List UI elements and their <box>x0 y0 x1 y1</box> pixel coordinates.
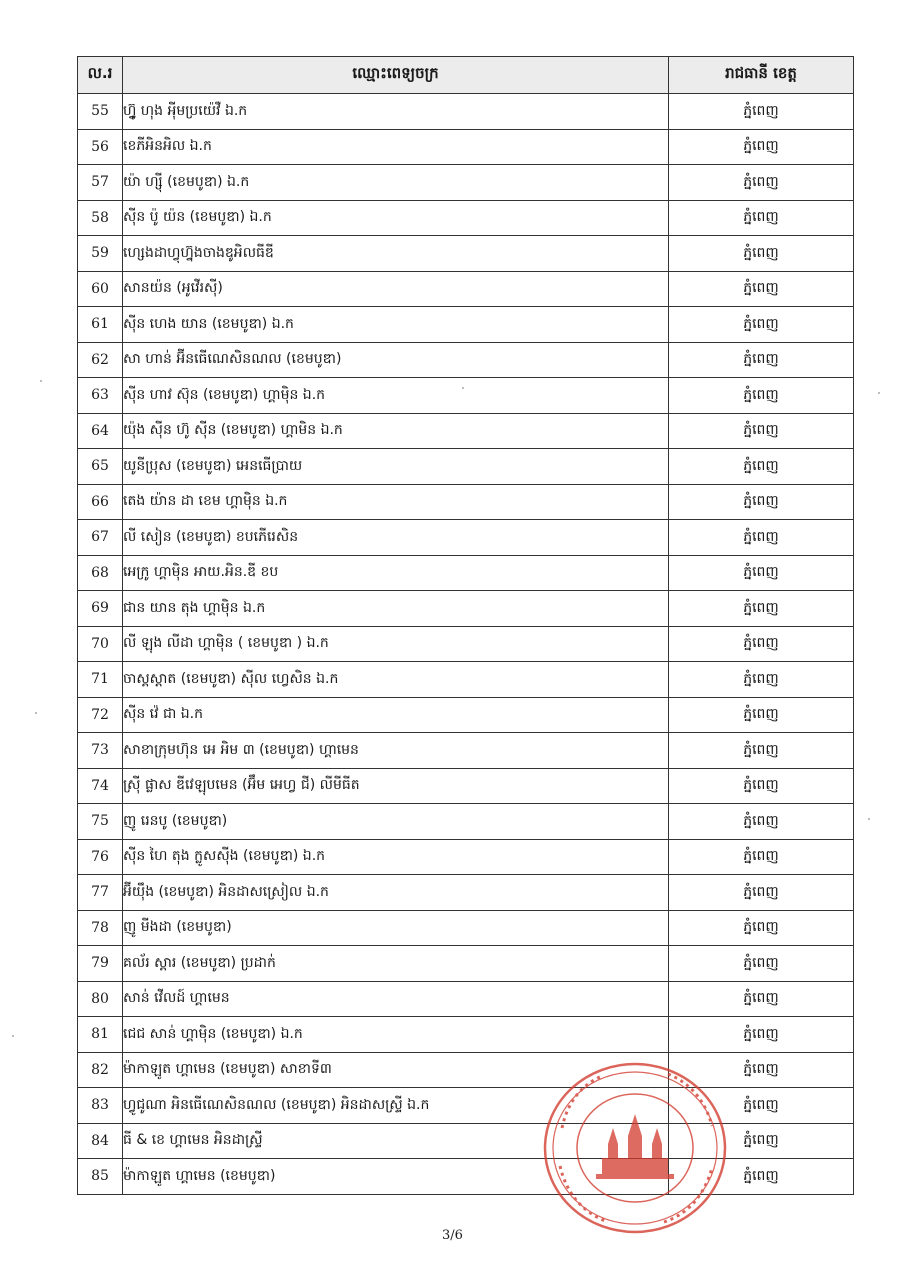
table-row <box>78 910 854 946</box>
row-number: 68 <box>78 555 123 591</box>
province-cell: ភ្នំពេញ <box>669 520 854 556</box>
scan-speck <box>868 818 870 820</box>
row-number: 85 <box>78 1159 123 1195</box>
province-cell: ភ្នំពេញ <box>669 413 854 449</box>
row-number: 63 <box>78 378 123 414</box>
table-row <box>78 733 854 769</box>
row-number: 61 <box>78 307 123 343</box>
factory-name: សាខាក្រុមហ៊ុន អេ អិម ៣ (ខេមបូឌា) ហ្គាមេន <box>123 733 669 769</box>
factory-name: ហ្វ៊ូ ហុង អុីមប្រយ៉េវឺ ឯ.ក <box>123 94 669 130</box>
province-cell: ភ្នំពេញ <box>669 1017 854 1053</box>
province-cell: ភ្នំពេញ <box>669 236 854 272</box>
row-number: 59 <box>78 236 123 272</box>
table-row <box>78 1052 854 1088</box>
province-cell: ភ្នំពេញ <box>669 591 854 627</box>
factory-name: ចាស្តស្តាត (ខេមបូឌា) ស៊ីល ហ្វេសិន ឯ.ក <box>123 662 669 698</box>
row-number: 81 <box>78 1017 123 1053</box>
factory-name: ធី & ខេ ហ្គាមេន អិនដាស្ទ្រី <box>123 1123 669 1159</box>
scan-speck <box>12 1035 14 1037</box>
row-number: 76 <box>78 839 123 875</box>
scan-speck <box>40 380 42 382</box>
table-row <box>78 307 854 343</box>
province-cell: ភ្នំពេញ <box>669 200 854 236</box>
factory-name: ម៉ាកាឡូត ហ្គាមេន (ខេមបូឌា) <box>123 1159 669 1195</box>
row-number: 80 <box>78 981 123 1017</box>
header-province: រាជធានី ខេត្ត <box>669 57 854 94</box>
row-number: 78 <box>78 910 123 946</box>
province-cell: ភ្នំពេញ <box>669 1123 854 1159</box>
factory-name: ជាន យាន តុង ហ្គាម៉ិន ឯ.ក <box>123 591 669 627</box>
province-cell: ភ្នំពេញ <box>669 94 854 130</box>
table-row <box>78 165 854 201</box>
row-number: 77 <box>78 875 123 911</box>
factory-name: តេង យ៉ាន ដា ខេម ហ្គាម៉ិន ឯ.ក <box>123 484 669 520</box>
table-row <box>78 1088 854 1124</box>
table-row <box>78 94 854 130</box>
factory-name: សា ហាន់ អ៊ីនធើណេសិនណល (ខេមបូឌា) <box>123 342 669 378</box>
table-row <box>78 449 854 485</box>
factory-name: ញូ មីងដា (ខេមបូឌា) <box>123 910 669 946</box>
province-cell: ភ្នំពេញ <box>669 1088 854 1124</box>
row-number: 64 <box>78 413 123 449</box>
province-cell: ភ្នំពេញ <box>669 733 854 769</box>
province-cell: ភ្នំពេញ <box>669 768 854 804</box>
row-number: 67 <box>78 520 123 556</box>
factory-name: ស៊ីន ហៃ តុង ក្លូសស៊ីង (ខេមបូឌា) ឯ.ក <box>123 839 669 875</box>
province-cell: ភ្នំពេញ <box>669 946 854 982</box>
factory-name: អេក្រូ ហ្គាម៉ិន អាយ.អិន.ឌី ខប <box>123 555 669 591</box>
province-cell: ភ្នំពេញ <box>669 165 854 201</box>
table-row <box>78 768 854 804</box>
table-row <box>78 981 854 1017</box>
factory-name: ហ្វូជូណា អិនធើណេសិនណល (ខេមបូឌា) អិនដាសស្ទ្រី ឯ.ក <box>123 1088 669 1124</box>
table-row <box>78 662 854 698</box>
factory-name: លី ឡុង លីដា ហ្គាម៉ិន ( ខេមបូឌា ) ឯ.ក <box>123 626 669 662</box>
table-row <box>78 555 854 591</box>
scan-speck <box>878 392 880 394</box>
table-row <box>78 484 854 520</box>
row-number: 84 <box>78 1123 123 1159</box>
row-number: 74 <box>78 768 123 804</box>
row-number: 71 <box>78 662 123 698</box>
table-row <box>78 804 854 840</box>
factory-name: យ៉ុង ស៊ីន ហ៊ូ ស៊ីន (ខេមបូឌា) ហ្គាមិន ឯ.ក <box>123 413 669 449</box>
province-cell: ភ្នំពេញ <box>669 555 854 591</box>
province-cell: ភ្នំពេញ <box>669 129 854 165</box>
factory-name: ស៊ីន វ៉េ ជា ឯ.ក <box>123 697 669 733</box>
factory-name: យូនីប្រុស (ខេមបូឌា) អេនធើប្រាយ <box>123 449 669 485</box>
table-row <box>78 875 854 911</box>
province-cell: ភ្នំពេញ <box>669 484 854 520</box>
province-cell: ភ្នំពេញ <box>669 626 854 662</box>
table-row <box>78 236 854 272</box>
province-cell: ភ្នំពេញ <box>669 342 854 378</box>
row-number: 65 <box>78 449 123 485</box>
row-number: 79 <box>78 946 123 982</box>
factory-name: ស៊ីន ហាវ ស៊ុន (ខេមបូឌា) ហ្គាម៉ិន ឯ.ក <box>123 378 669 414</box>
factory-name: ហ្សេងដាហ្វុហ្វ៊ុងចាងឌូអិលធីឌី <box>123 236 669 272</box>
factory-name: ស្រ៊ី ផ្លាស ឌីវេឡុបមេន (អ៊ឹម អេហ្វ ជី) លីមីធីត <box>123 768 669 804</box>
factory-name: សាន់ វើលដ៍ ហ្គាមេន <box>123 981 669 1017</box>
row-number: 72 <box>78 697 123 733</box>
table-row <box>78 129 854 165</box>
row-number: 60 <box>78 271 123 307</box>
page-number: 3/6 <box>442 1228 463 1243</box>
table-row <box>78 1017 854 1053</box>
province-cell: ភ្នំពេញ <box>669 981 854 1017</box>
factory-name: ម៉ាកាឡូត ហ្គាមេន (ខេមបូឌា) សាខាទី៣ <box>123 1052 669 1088</box>
factory-name: លី សៀន (ខេមបូឌា) ខបភើរេសិន <box>123 520 669 556</box>
factory-list-table <box>77 56 854 1195</box>
factory-name: ជេជ សាន់ ហ្គាម៉ិន (ខេមបូឌា) ឯ.ក <box>123 1017 669 1053</box>
province-cell: ភ្នំពេញ <box>669 875 854 911</box>
factory-name: យ៉ា ហ្ស៊ី (ខេមបូឌា) ឯ.ក <box>123 165 669 201</box>
header-factory-name: ឈ្មោះពេទ្យចក្រ <box>123 57 669 94</box>
province-cell: ភ្នំពេញ <box>669 1159 854 1195</box>
province-cell: ភ្នំពេញ <box>669 804 854 840</box>
scan-speck <box>462 387 464 389</box>
row-number: 58 <box>78 200 123 236</box>
province-cell: ភ្នំពេញ <box>669 1052 854 1088</box>
province-cell: ភ្នំពេញ <box>669 378 854 414</box>
table-row <box>78 200 854 236</box>
row-number: 55 <box>78 94 123 130</box>
table-row <box>78 591 854 627</box>
province-cell: ភ្នំពេញ <box>669 449 854 485</box>
table-row <box>78 520 854 556</box>
province-cell: ភ្នំពេញ <box>669 697 854 733</box>
row-number: 83 <box>78 1088 123 1124</box>
table-row <box>78 413 854 449</box>
factory-name: គល័រ ស្តារ (ខេមបូឌា) ប្រដាក់ <box>123 946 669 982</box>
table-row <box>78 626 854 662</box>
row-number: 70 <box>78 626 123 662</box>
scan-speck <box>35 712 37 714</box>
row-number: 62 <box>78 342 123 378</box>
row-number: 75 <box>78 804 123 840</box>
factory-name: ស៊ីន ប៉ូ យ៉ន (ខេមបូឌា) ឯ.ក <box>123 200 669 236</box>
table-row <box>78 342 854 378</box>
province-cell: ភ្នំពេញ <box>669 271 854 307</box>
row-number: 73 <box>78 733 123 769</box>
row-number: 57 <box>78 165 123 201</box>
row-number: 56 <box>78 129 123 165</box>
factory-name: ខេភីអិនអិល ឯ.ក <box>123 129 669 165</box>
row-number: 66 <box>78 484 123 520</box>
row-number: 69 <box>78 591 123 627</box>
table-header-row <box>78 57 854 94</box>
factory-name: ស៊ីន ហេង យាន (ខេមបូឌា) ឯ.ក <box>123 307 669 343</box>
province-cell: ភ្នំពេញ <box>669 839 854 875</box>
table-body <box>78 94 854 1195</box>
table-row <box>78 378 854 414</box>
table-row <box>78 697 854 733</box>
header-number: ល.រ <box>78 57 123 94</box>
factory-name: អ៊ីយ៉ឹង (ខេមបូឌា) អិនដាសស្រៀល ឯ.ក <box>123 875 669 911</box>
table-row <box>78 1159 854 1195</box>
table-row <box>78 839 854 875</box>
factory-name: សានយ៉ន (អូវើរស៊ី) <box>123 271 669 307</box>
factory-name: ញូ រេនបូ (ខេមបូឌា) <box>123 804 669 840</box>
province-cell: ភ្នំពេញ <box>669 910 854 946</box>
province-cell: ភ្នំពេញ <box>669 307 854 343</box>
row-number: 82 <box>78 1052 123 1088</box>
province-cell: ភ្នំពេញ <box>669 662 854 698</box>
table-row <box>78 946 854 982</box>
table-row <box>78 271 854 307</box>
table-row <box>78 1123 854 1159</box>
